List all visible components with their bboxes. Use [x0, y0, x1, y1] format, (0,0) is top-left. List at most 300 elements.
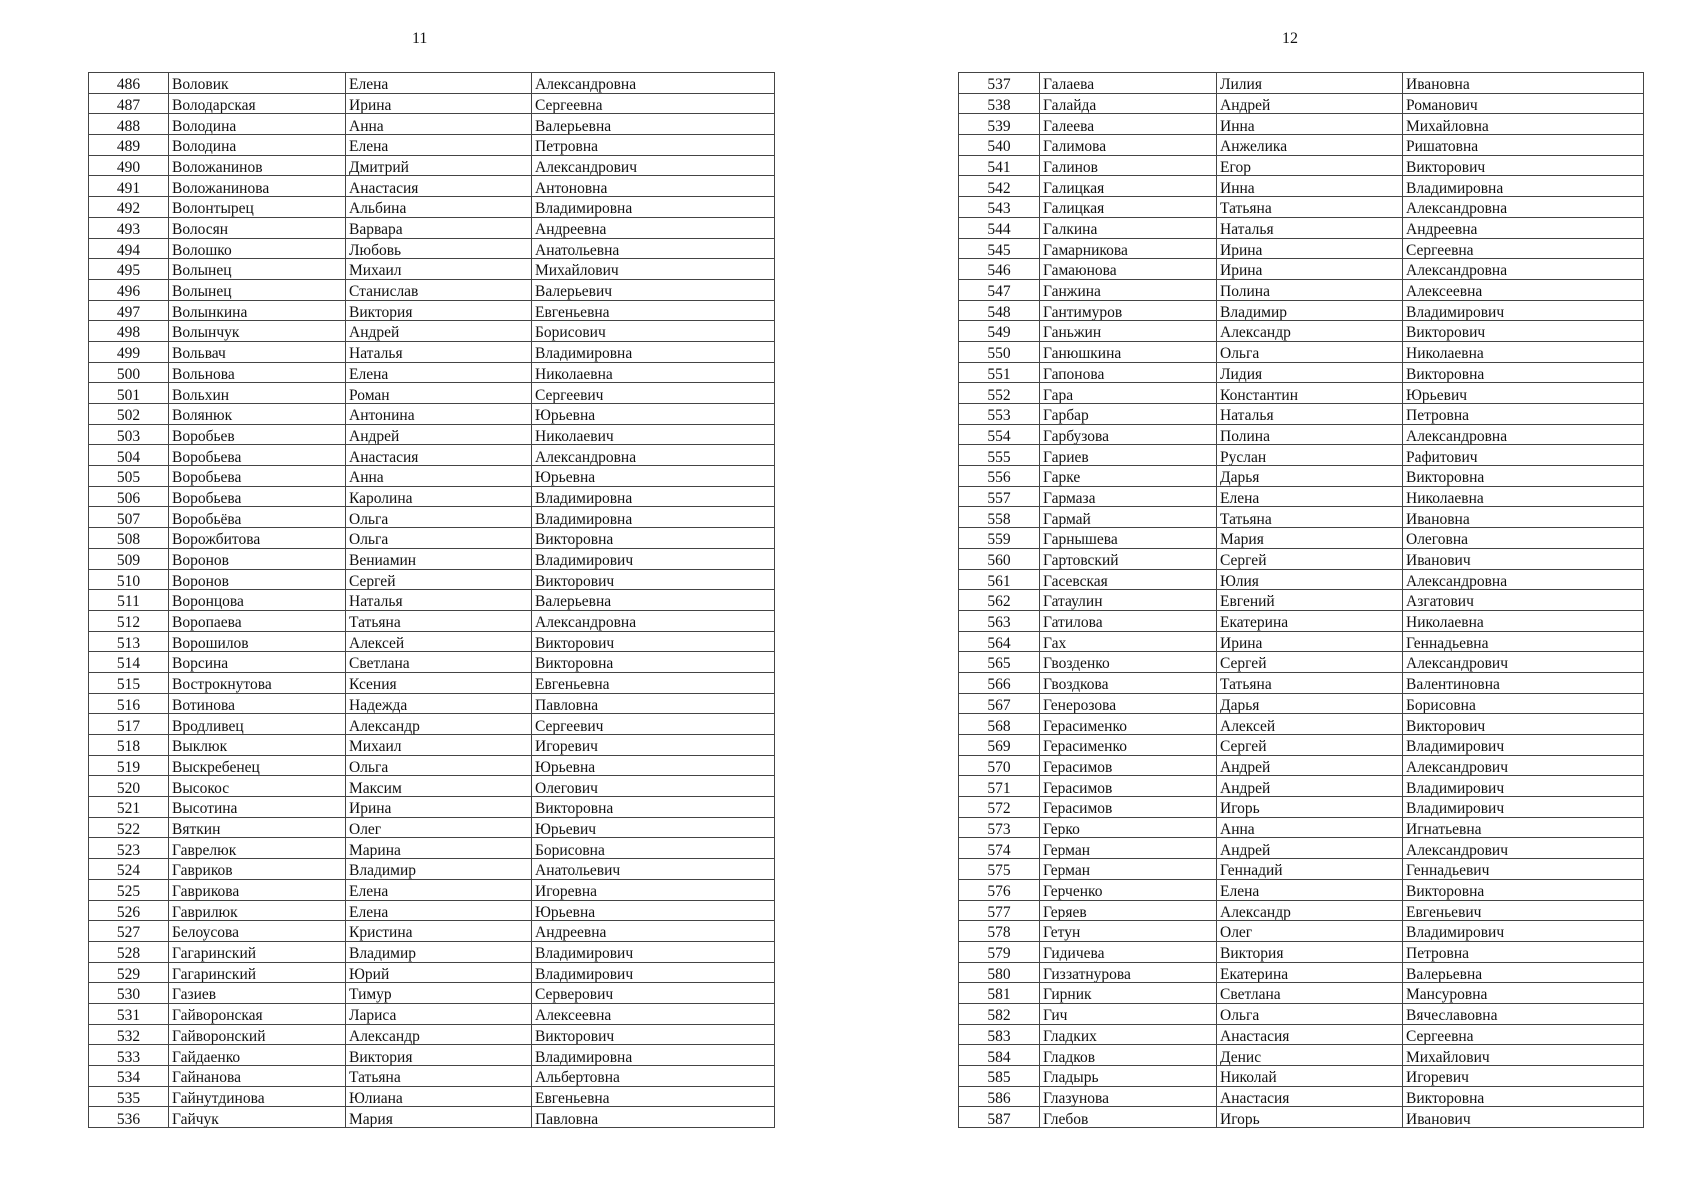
- patronymic-cell: Викторович: [1403, 714, 1644, 735]
- first-name-cell: Александр: [1217, 900, 1403, 921]
- row-number: 523: [89, 838, 169, 859]
- page-number: 11: [412, 30, 428, 47]
- row-number: 488: [89, 114, 169, 135]
- patronymic-cell: Александровна: [1403, 197, 1644, 218]
- row-number: 541: [959, 155, 1040, 176]
- first-name-cell: Анастасия: [346, 445, 532, 466]
- table-row: [89, 921, 775, 942]
- first-name-cell: Елена: [346, 135, 532, 156]
- first-name-cell: Вениамин: [346, 548, 532, 569]
- first-name-cell: Александр: [346, 1024, 532, 1045]
- surname-cell: Герасимов: [1040, 755, 1217, 776]
- row-number: 529: [89, 962, 169, 983]
- table-row: [89, 486, 775, 507]
- table-row: [959, 176, 1644, 197]
- row-number: 587: [959, 1107, 1040, 1128]
- first-name-cell: Юлиана: [346, 1086, 532, 1107]
- patronymic-cell: Викторовна: [1403, 1086, 1644, 1107]
- first-name-cell: Надежда: [346, 693, 532, 714]
- first-name-cell: Наталья: [1217, 404, 1403, 425]
- patronymic-cell: Сергеевич: [532, 714, 775, 735]
- table-row: [959, 1086, 1644, 1107]
- surname-cell: Гайворонский: [169, 1024, 346, 1045]
- surname-cell: Галайда: [1040, 93, 1217, 114]
- row-number: 543: [959, 197, 1040, 218]
- row-number: 506: [89, 486, 169, 507]
- patronymic-cell: Иванович: [1403, 1107, 1644, 1128]
- first-name-cell: Сергей: [1217, 548, 1403, 569]
- row-number: 502: [89, 404, 169, 425]
- first-name-cell: Юрий: [346, 962, 532, 983]
- first-name-cell: Игорь: [1217, 1107, 1403, 1128]
- first-name-cell: Анна: [1217, 817, 1403, 838]
- table-row: [959, 631, 1644, 652]
- patronymic-cell: Владимировна: [532, 1045, 775, 1066]
- table-row: [959, 941, 1644, 962]
- row-number: 563: [959, 610, 1040, 631]
- row-number: 564: [959, 631, 1040, 652]
- patronymic-cell: Юрьевич: [1403, 383, 1644, 404]
- patronymic-cell: Павловна: [532, 1107, 775, 1128]
- patronymic-cell: Александрович: [1403, 652, 1644, 673]
- table-row: [959, 797, 1644, 818]
- table-row: [959, 362, 1644, 383]
- surname-cell: Глебов: [1040, 1107, 1217, 1128]
- surname-cell: Гартовский: [1040, 548, 1217, 569]
- patronymic-cell: Валерьевич: [532, 279, 775, 300]
- surname-cell: Ворошилов: [169, 631, 346, 652]
- patronymic-cell: Михайлович: [532, 259, 775, 280]
- surname-cell: Галимова: [1040, 135, 1217, 156]
- row-number: 522: [89, 817, 169, 838]
- first-name-cell: Виктория: [1217, 941, 1403, 962]
- surname-cell: Высотина: [169, 797, 346, 818]
- first-name-cell: Лидия: [1217, 362, 1403, 383]
- surname-cell: Гидичева: [1040, 941, 1217, 962]
- first-name-cell: Елена: [1217, 879, 1403, 900]
- table-row: [89, 755, 775, 776]
- surname-cell: Гайнутдинова: [169, 1086, 346, 1107]
- surname-cell: Гарнышева: [1040, 528, 1217, 549]
- table-row: [89, 1045, 775, 1066]
- row-number: 518: [89, 735, 169, 756]
- first-name-cell: Максим: [346, 776, 532, 797]
- first-name-cell: Руслан: [1217, 445, 1403, 466]
- surname-cell: Гаврикова: [169, 879, 346, 900]
- first-name-cell: Геннадий: [1217, 859, 1403, 880]
- patronymic-cell: Михайловна: [1403, 114, 1644, 135]
- first-name-cell: Ирина: [346, 93, 532, 114]
- surname-cell: Волынец: [169, 259, 346, 280]
- patronymic-cell: Петровна: [1403, 404, 1644, 425]
- table-row: [959, 93, 1644, 114]
- patronymic-cell: Борисович: [532, 321, 775, 342]
- row-number: 558: [959, 507, 1040, 528]
- table-row: [959, 776, 1644, 797]
- surname-cell: Гагаринский: [169, 962, 346, 983]
- table-row: [959, 900, 1644, 921]
- first-name-cell: Татьяна: [1217, 197, 1403, 218]
- first-name-cell: Светлана: [346, 652, 532, 673]
- table-row: [89, 197, 775, 218]
- surname-cell: Волынец: [169, 279, 346, 300]
- patronymic-cell: Мансуровна: [1403, 983, 1644, 1004]
- patronymic-cell: Вячеславовна: [1403, 1003, 1644, 1024]
- row-number: 504: [89, 445, 169, 466]
- first-name-cell: Алексей: [1217, 714, 1403, 735]
- row-number: 492: [89, 197, 169, 218]
- first-name-cell: Елена: [346, 362, 532, 383]
- row-number: 554: [959, 424, 1040, 445]
- surname-cell: Гарке: [1040, 466, 1217, 487]
- patronymic-cell: Викторовна: [1403, 879, 1644, 900]
- patronymic-cell: Николаевна: [1403, 610, 1644, 631]
- patronymic-cell: Евгеньевна: [532, 1086, 775, 1107]
- table-row: [959, 383, 1644, 404]
- row-number: 581: [959, 983, 1040, 1004]
- row-number: 513: [89, 631, 169, 652]
- first-name-cell: Ирина: [1217, 631, 1403, 652]
- surname-cell: Воронцова: [169, 590, 346, 611]
- row-number: 510: [89, 569, 169, 590]
- row-number: 562: [959, 590, 1040, 611]
- table-row: [959, 817, 1644, 838]
- patronymic-cell: Владимирович: [1403, 735, 1644, 756]
- first-name-cell: Полина: [1217, 279, 1403, 300]
- first-name-cell: Дарья: [1217, 466, 1403, 487]
- table-row: [89, 1024, 775, 1045]
- surname-cell: Выклюк: [169, 735, 346, 756]
- surname-cell: Вяткин: [169, 817, 346, 838]
- surname-cell: Гвозденко: [1040, 652, 1217, 673]
- surname-cell: Воропаева: [169, 610, 346, 631]
- row-number: 508: [89, 528, 169, 549]
- surname-cell: Гагаринский: [169, 941, 346, 962]
- table-row: [959, 404, 1644, 425]
- surname-cell: Волонтырец: [169, 197, 346, 218]
- first-name-cell: Алексей: [346, 631, 532, 652]
- table-row: [959, 135, 1644, 156]
- patronymic-cell: Анатольевич: [532, 859, 775, 880]
- patronymic-cell: Павловна: [532, 693, 775, 714]
- table-row: [89, 631, 775, 652]
- row-number: 584: [959, 1045, 1040, 1066]
- row-number: 578: [959, 921, 1040, 942]
- first-name-cell: Игорь: [1217, 797, 1403, 818]
- table-row: [959, 838, 1644, 859]
- row-number: 538: [959, 93, 1040, 114]
- row-number: 579: [959, 941, 1040, 962]
- patronymic-cell: Николаевна: [1403, 341, 1644, 362]
- row-number: 537: [959, 73, 1040, 94]
- first-name-cell: Екатерина: [1217, 962, 1403, 983]
- row-number: 491: [89, 176, 169, 197]
- surname-cell: Гладков: [1040, 1045, 1217, 1066]
- row-number: 499: [89, 341, 169, 362]
- surname-cell: Гара: [1040, 383, 1217, 404]
- table-row: [959, 238, 1644, 259]
- row-number: 576: [959, 879, 1040, 900]
- first-name-cell: Кристина: [346, 921, 532, 942]
- patronymic-cell: Владимировна: [1403, 176, 1644, 197]
- row-number: 520: [89, 776, 169, 797]
- table-row: [959, 197, 1644, 218]
- patronymic-cell: Владимирович: [1403, 921, 1644, 942]
- first-name-cell: Ирина: [346, 797, 532, 818]
- patronymic-cell: Игоревич: [532, 735, 775, 756]
- surname-cell: Генерозова: [1040, 693, 1217, 714]
- table-row: [959, 1107, 1644, 1128]
- first-name-cell: Виктория: [346, 300, 532, 321]
- row-number: 569: [959, 735, 1040, 756]
- row-number: 557: [959, 486, 1040, 507]
- table-row: [89, 114, 775, 135]
- roster-table: [958, 72, 1644, 1128]
- table-row: [89, 838, 775, 859]
- table-row: [89, 321, 775, 342]
- patronymic-cell: Владимирович: [1403, 776, 1644, 797]
- row-number: 515: [89, 672, 169, 693]
- table-row: [89, 610, 775, 631]
- first-name-cell: Татьяна: [346, 610, 532, 631]
- patronymic-cell: Александрович: [1403, 838, 1644, 859]
- patronymic-cell: Александровна: [1403, 424, 1644, 445]
- first-name-cell: Инна: [1217, 176, 1403, 197]
- row-number: 547: [959, 279, 1040, 300]
- table-row: [89, 217, 775, 238]
- row-number: 572: [959, 797, 1040, 818]
- first-name-cell: Константин: [1217, 383, 1403, 404]
- patronymic-cell: Андреевна: [532, 217, 775, 238]
- table-row: [89, 424, 775, 445]
- row-number: 551: [959, 362, 1040, 383]
- table-row: [89, 652, 775, 673]
- patronymic-cell: Юрьевич: [532, 817, 775, 838]
- surname-cell: Герман: [1040, 859, 1217, 880]
- patronymic-cell: Борисовна: [1403, 693, 1644, 714]
- surname-cell: Гамаюнова: [1040, 259, 1217, 280]
- row-number: 495: [89, 259, 169, 280]
- patronymic-cell: Юрьевна: [532, 755, 775, 776]
- table-row: [89, 672, 775, 693]
- patronymic-cell: Викторовна: [532, 797, 775, 818]
- surname-cell: Газиев: [169, 983, 346, 1004]
- first-name-cell: Лилия: [1217, 73, 1403, 94]
- surname-cell: Волынчук: [169, 321, 346, 342]
- patronymic-cell: Андреевна: [1403, 217, 1644, 238]
- first-name-cell: Николай: [1217, 1066, 1403, 1087]
- first-name-cell: Ольга: [1217, 341, 1403, 362]
- patronymic-cell: Алексеевна: [1403, 279, 1644, 300]
- patronymic-cell: Валентиновна: [1403, 672, 1644, 693]
- surname-cell: Гармай: [1040, 507, 1217, 528]
- table-row: [89, 569, 775, 590]
- roster-page-left: [88, 72, 775, 1128]
- first-name-cell: Елена: [346, 73, 532, 94]
- first-name-cell: Александр: [346, 714, 532, 735]
- patronymic-cell: Геннадьевич: [1403, 859, 1644, 880]
- surname-cell: Галицкая: [1040, 197, 1217, 218]
- table-row: [959, 1066, 1644, 1087]
- table-row: [89, 155, 775, 176]
- surname-cell: Вольвач: [169, 341, 346, 362]
- first-name-cell: Андрей: [1217, 93, 1403, 114]
- patronymic-cell: Александровна: [1403, 569, 1644, 590]
- surname-cell: Высокос: [169, 776, 346, 797]
- patronymic-cell: Олегович: [532, 776, 775, 797]
- table-row: [89, 776, 775, 797]
- patronymic-cell: Антоновна: [532, 176, 775, 197]
- surname-cell: Герченко: [1040, 879, 1217, 900]
- row-number: 521: [89, 797, 169, 818]
- table-row: [959, 610, 1644, 631]
- surname-cell: Воронов: [169, 569, 346, 590]
- surname-cell: Выскребенец: [169, 755, 346, 776]
- row-number: 531: [89, 1003, 169, 1024]
- row-number: 573: [959, 817, 1040, 838]
- table-row: [959, 73, 1644, 94]
- patronymic-cell: Владимирович: [532, 941, 775, 962]
- first-name-cell: Дмитрий: [346, 155, 532, 176]
- patronymic-cell: Александровна: [532, 610, 775, 631]
- patronymic-cell: Юрьевна: [532, 404, 775, 425]
- surname-cell: Ворожбитова: [169, 528, 346, 549]
- patronymic-cell: Андреевна: [532, 921, 775, 942]
- surname-cell: Галкина: [1040, 217, 1217, 238]
- page-number: 12: [1282, 30, 1298, 47]
- table-row: [89, 900, 775, 921]
- first-name-cell: Ирина: [1217, 238, 1403, 259]
- surname-cell: Галаева: [1040, 73, 1217, 94]
- patronymic-cell: Юрьевна: [532, 900, 775, 921]
- table-row: [959, 1003, 1644, 1024]
- surname-cell: Белоусова: [169, 921, 346, 942]
- surname-cell: Герман: [1040, 838, 1217, 859]
- first-name-cell: Наталья: [1217, 217, 1403, 238]
- first-name-cell: Антонина: [346, 404, 532, 425]
- surname-cell: Воробьева: [169, 466, 346, 487]
- surname-cell: Вродливец: [169, 714, 346, 735]
- row-number: 487: [89, 93, 169, 114]
- patronymic-cell: Петровна: [532, 135, 775, 156]
- first-name-cell: Егор: [1217, 155, 1403, 176]
- first-name-cell: Ирина: [1217, 259, 1403, 280]
- row-number: 511: [89, 590, 169, 611]
- table-row: [89, 259, 775, 280]
- surname-cell: Волосян: [169, 217, 346, 238]
- row-number: 577: [959, 900, 1040, 921]
- patronymic-cell: Ивановна: [1403, 507, 1644, 528]
- table-row: [959, 962, 1644, 983]
- surname-cell: Гамарникова: [1040, 238, 1217, 259]
- first-name-cell: Елена: [1217, 486, 1403, 507]
- row-number: 516: [89, 693, 169, 714]
- table-row: [959, 548, 1644, 569]
- first-name-cell: Андрей: [346, 424, 532, 445]
- row-number: 500: [89, 362, 169, 383]
- first-name-cell: Михаил: [346, 259, 532, 280]
- patronymic-cell: Владимировна: [532, 197, 775, 218]
- row-number: 486: [89, 73, 169, 94]
- first-name-cell: Варвара: [346, 217, 532, 238]
- table-row: [959, 879, 1644, 900]
- row-number: 556: [959, 466, 1040, 487]
- table-row: [89, 962, 775, 983]
- patronymic-cell: Иванович: [1403, 548, 1644, 569]
- table-row: [89, 445, 775, 466]
- patronymic-cell: Ивановна: [1403, 73, 1644, 94]
- first-name-cell: Анастасия: [1217, 1024, 1403, 1045]
- surname-cell: Гатаулин: [1040, 590, 1217, 611]
- first-name-cell: Андрей: [1217, 838, 1403, 859]
- patronymic-cell: Серверович: [532, 983, 775, 1004]
- row-number: 586: [959, 1086, 1040, 1107]
- patronymic-cell: Валерьевна: [1403, 962, 1644, 983]
- surname-cell: Володарская: [169, 93, 346, 114]
- table-row: [89, 93, 775, 114]
- table-row: [959, 155, 1644, 176]
- table-row: [89, 859, 775, 880]
- patronymic-cell: Геннадьевна: [1403, 631, 1644, 652]
- patronymic-cell: Валерьевна: [532, 590, 775, 611]
- patronymic-cell: Игнатьевна: [1403, 817, 1644, 838]
- table-row: [89, 983, 775, 1004]
- table-row: [89, 1066, 775, 1087]
- row-number: 552: [959, 383, 1040, 404]
- table-row: [959, 1024, 1644, 1045]
- table-row: [959, 341, 1644, 362]
- patronymic-cell: Юрьевна: [532, 466, 775, 487]
- first-name-cell: Ольга: [346, 755, 532, 776]
- patronymic-cell: Евгеньевич: [1403, 900, 1644, 921]
- table-row: [959, 445, 1644, 466]
- first-name-cell: Владимир: [346, 859, 532, 880]
- surname-cell: Воложанинов: [169, 155, 346, 176]
- first-name-cell: Наталья: [346, 341, 532, 362]
- first-name-cell: Наталья: [346, 590, 532, 611]
- row-number: 533: [89, 1045, 169, 1066]
- first-name-cell: Андрей: [1217, 776, 1403, 797]
- table-row: [89, 735, 775, 756]
- first-name-cell: Тимур: [346, 983, 532, 1004]
- first-name-cell: Михаил: [346, 735, 532, 756]
- patronymic-cell: Викторович: [532, 631, 775, 652]
- row-number: 582: [959, 1003, 1040, 1024]
- first-name-cell: Сергей: [346, 569, 532, 590]
- row-number: 583: [959, 1024, 1040, 1045]
- patronymic-cell: Викторовна: [532, 528, 775, 549]
- table-row: [959, 528, 1644, 549]
- surname-cell: Герасименко: [1040, 735, 1217, 756]
- surname-cell: Гах: [1040, 631, 1217, 652]
- row-number: 526: [89, 900, 169, 921]
- first-name-cell: Владимир: [346, 941, 532, 962]
- table-row: [89, 362, 775, 383]
- table-row: [959, 569, 1644, 590]
- table-row: [89, 797, 775, 818]
- row-number: 561: [959, 569, 1040, 590]
- patronymic-cell: Викторович: [532, 1024, 775, 1045]
- row-number: 514: [89, 652, 169, 673]
- surname-cell: Гайдаенко: [169, 1045, 346, 1066]
- surname-cell: Ганюшкина: [1040, 341, 1217, 362]
- first-name-cell: Татьяна: [346, 1066, 532, 1087]
- table-row: [89, 1086, 775, 1107]
- surname-cell: Володина: [169, 135, 346, 156]
- row-number: 528: [89, 941, 169, 962]
- table-row: [89, 548, 775, 569]
- first-name-cell: Анастасия: [1217, 1086, 1403, 1107]
